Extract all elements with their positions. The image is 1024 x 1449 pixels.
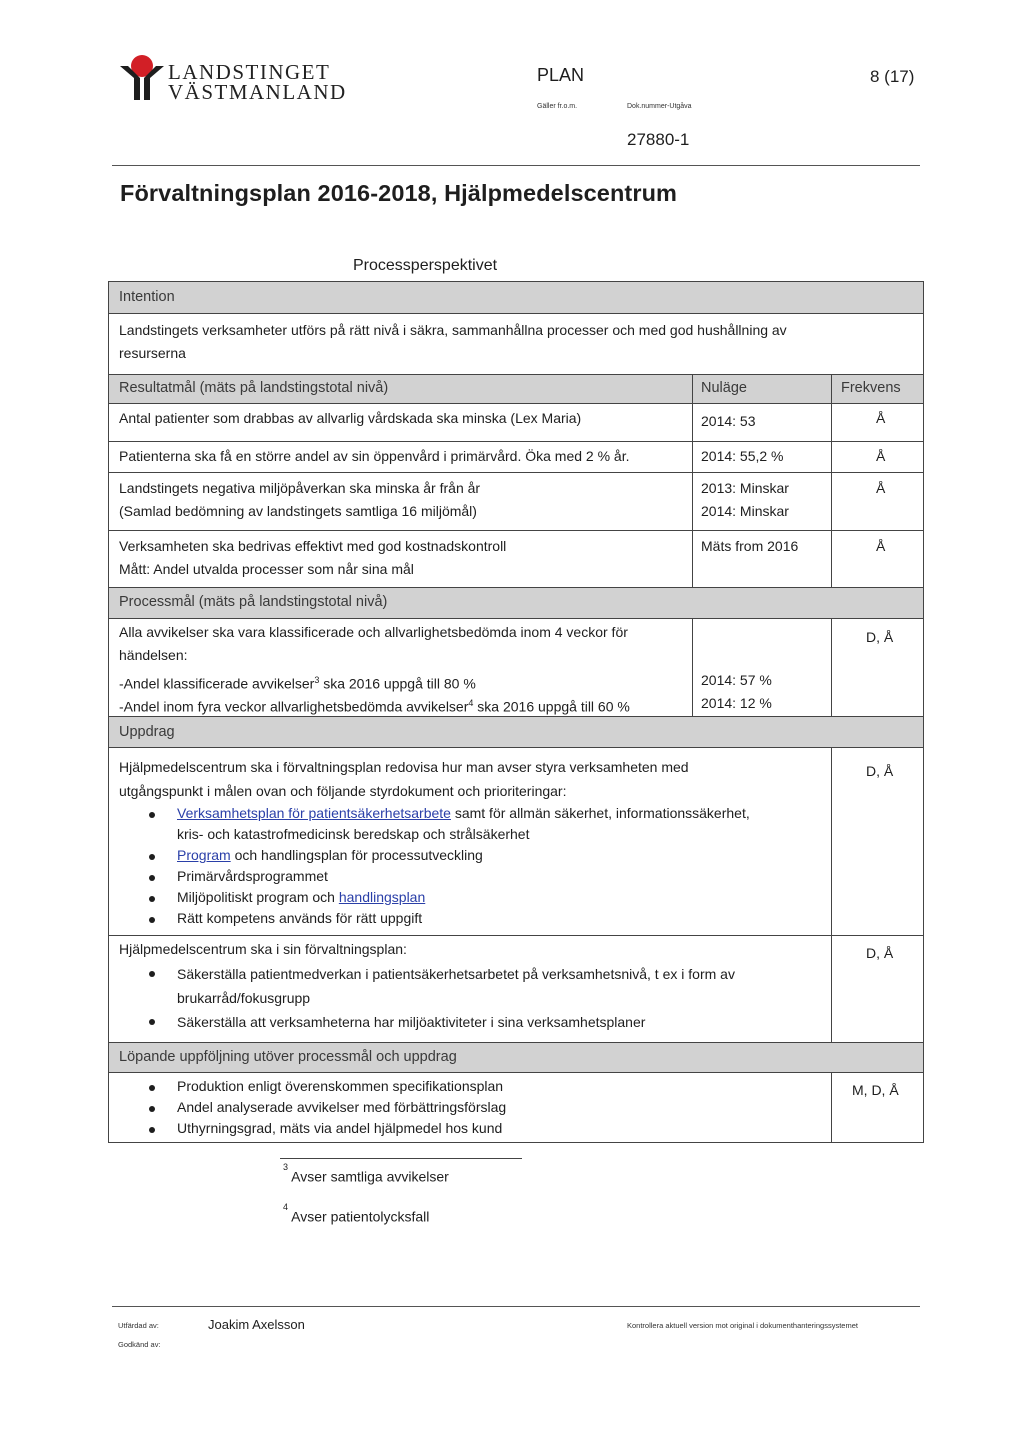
landstinget-logo-icon xyxy=(112,52,164,102)
result-status-3a: 2013: Minskar xyxy=(701,480,789,496)
handlingsplan-link[interactable]: handlingsplan xyxy=(338,889,426,905)
list-item: Uthyrningsgrad, mäts via andel hjälpmedel hos kund xyxy=(177,1118,506,1139)
issued-by-label: Utfärdad av: xyxy=(118,1321,159,1330)
assignment-block1-freq: D, Å xyxy=(866,763,894,779)
doc-number: 27880-1 xyxy=(627,130,690,149)
intention-text-line2: resurserna xyxy=(119,345,186,361)
column-divider xyxy=(831,748,832,1043)
column-divider xyxy=(831,1073,832,1143)
process-goals-band xyxy=(109,587,923,619)
assignment-heading: Uppdrag xyxy=(119,724,175,740)
plan-table xyxy=(108,281,924,1143)
status-column-heading: Nuläge xyxy=(701,380,747,396)
process-goal-line3: -Andel klassificerade avvikelser$^3$ ska 2016 uppgå till 80 % xyxy=(119,675,476,692)
bullet-icon xyxy=(149,875,155,881)
list-item: Verksamhetsplan för patientsäkerhetsarbete samt för allmän säkerhet, informationssäkerhet, kris- och katastrofmedicinsk beredskap och strålsäkerhet xyxy=(177,803,750,845)
result-freq-2: Å xyxy=(876,448,886,464)
assignment-block2-list xyxy=(177,962,735,1034)
bullet-icon xyxy=(149,1106,155,1112)
footer-divider xyxy=(112,1306,920,1307)
result-goal-4-line2: Mått: Andel utvalda processer som når sina mål xyxy=(119,561,414,577)
followup-band xyxy=(109,1042,923,1073)
result-goal-3-line2: (Samlad bedömning av landstingets samtliga 16 miljömål) xyxy=(119,503,477,519)
assignment-band xyxy=(109,716,923,748)
bullet-icon xyxy=(149,1085,155,1091)
bullet-icon xyxy=(149,917,155,923)
process-goal-line1: Alla avvikelser ska vara klassificerade och allvarlighetsbedömda inom 4 veckor för xyxy=(119,624,628,640)
column-divider xyxy=(692,619,693,717)
process-status-1: 2014: 57 % xyxy=(701,672,772,688)
result-goal-4-line1: Verksamheten ska bedrivas effektivt med god kostnadskontroll xyxy=(119,538,507,554)
program-link[interactable]: Program xyxy=(177,847,231,863)
page-number: 8 (17) xyxy=(870,67,915,86)
bullet-icon xyxy=(149,971,155,977)
list-item: Säkerställa att verksamheterna har miljöaktiviteter i sina verksamhetsplaner xyxy=(177,1010,735,1034)
approved-by-label: Godkänd av: xyxy=(118,1340,161,1349)
followup-list xyxy=(177,1076,506,1139)
column-divider xyxy=(831,374,832,588)
issued-by-name: Joakim Axelsson xyxy=(208,1317,305,1332)
intention-band xyxy=(109,282,923,314)
process-status-2: 2014: 12 % xyxy=(701,695,772,711)
column-divider xyxy=(692,374,693,588)
footnote-divider xyxy=(280,1158,522,1159)
perspective-heading: Processperspektivet xyxy=(353,257,498,274)
followup-heading: Löpande uppföljning utöver processmål och uppdrag xyxy=(119,1049,457,1065)
process-freq: D, Å xyxy=(866,629,894,645)
row-divider xyxy=(109,935,923,936)
list-item: Miljöpolitiskt program och handlingsplan xyxy=(177,887,750,908)
process-goals-heading: Processmål (mäts på landstingstotal nivå) xyxy=(119,594,388,610)
page-title: Förvaltningsplan 2016-2018, Hjälpmedelscentrum xyxy=(120,180,678,206)
assignment-block2-line1: Hjälpmedelscentrum ska i sin förvaltningsplan: xyxy=(119,941,407,957)
result-status-1: 2014: 53 xyxy=(701,413,756,429)
list-item: Andel analyserade avvikelser med förbättringsförslag xyxy=(177,1097,506,1118)
result-goal-1: Antal patienter som drabbas av allvarlig vårdskada ska minska (Lex Maria) xyxy=(119,410,582,426)
result-status-4: Mäts from 2016 xyxy=(701,538,799,554)
assignment-block1-line2: utgångspunkt i målen ovan och följande styrdokument och prioriteringar: xyxy=(119,783,567,799)
column-divider xyxy=(831,619,832,717)
bullet-icon xyxy=(149,1019,155,1025)
list-item: Produktion enligt överenskommen specifikationsplan xyxy=(177,1076,506,1097)
doc-type: PLAN xyxy=(537,65,585,85)
version-notice: Kontrollera aktuell version mot original i dokumenthanteringssystemet xyxy=(627,1321,858,1330)
row-divider xyxy=(109,530,923,531)
result-freq-1: Å xyxy=(876,410,886,426)
bullet-icon xyxy=(149,1127,155,1133)
row-divider xyxy=(109,441,923,442)
result-goal-3-line1: Landstingets negativa miljöpåverkan ska minska år från år xyxy=(119,480,481,496)
followup-freq: M, D, Å xyxy=(852,1082,899,1098)
footnote-3: $^3$ Avser samtliga avvikelser xyxy=(283,1162,449,1185)
assignment-block2-freq: D, Å xyxy=(866,945,894,961)
bullet-icon xyxy=(149,896,155,902)
bullet-icon xyxy=(149,854,155,860)
row-divider xyxy=(109,472,923,473)
footnote-4: $^4$ Avser patientolycksfall xyxy=(283,1202,430,1225)
assignment-block1-list xyxy=(177,803,750,929)
org-name-line1: LANDSTINGET xyxy=(168,60,331,84)
list-item: Säkerställa patientmedverkan i patientsäkerhetsarbetet på verksamhetsnivå, t ex i form av brukarråd/fokusgrupp xyxy=(177,962,735,1010)
process-goal-line4: -Andel inom fyra veckor allvarlighetsbedömda avvikelser$^4$ ska 2016 uppgå till 60 % xyxy=(119,698,630,715)
result-status-3b: 2014: Minskar xyxy=(701,503,789,519)
verksamhetsplan-link[interactable]: Verksamhetsplan för patientsäkerhetsarbete xyxy=(177,805,451,821)
list-item: Program och handlingsplan för processutveckling xyxy=(177,845,750,866)
result-goals-band xyxy=(109,374,923,404)
result-status-2: 2014: 55,2 % xyxy=(701,448,784,464)
result-freq-4: Å xyxy=(876,538,886,554)
frequency-column-heading: Frekvens xyxy=(841,380,901,396)
assignment-block1-line1: Hjälpmedelscentrum ska i förvaltningsplan redovisa hur man avser styra verksamheten med xyxy=(119,759,689,775)
bullet-icon xyxy=(149,812,155,818)
org-name-line2: VÄSTMANLAND xyxy=(168,80,347,104)
docnum-label: Dok.nummer-Utgåva xyxy=(627,103,692,110)
result-goal-2: Patienterna ska få en större andel av sin öppenvård i primärvård. Öka med 2 % år. xyxy=(119,448,630,464)
result-goals-heading: Resultatmål (mäts på landstingstotal nivå) xyxy=(119,380,389,396)
result-freq-3: Å xyxy=(876,480,886,496)
valid-from-label: Gäller fr.o.m. xyxy=(537,103,578,110)
header-divider xyxy=(112,165,920,166)
intention-text-line1: Landstingets verksamheter utförs på rätt nivå i säkra, sammanhållna processer och med god hushållning av xyxy=(119,322,787,338)
intention-heading: Intention xyxy=(119,289,175,305)
list-item: Rätt kompetens används för rätt uppgift xyxy=(177,908,750,929)
process-goal-line2: händelsen: xyxy=(119,647,188,663)
list-item: Primärvårdsprogrammet xyxy=(177,866,750,887)
